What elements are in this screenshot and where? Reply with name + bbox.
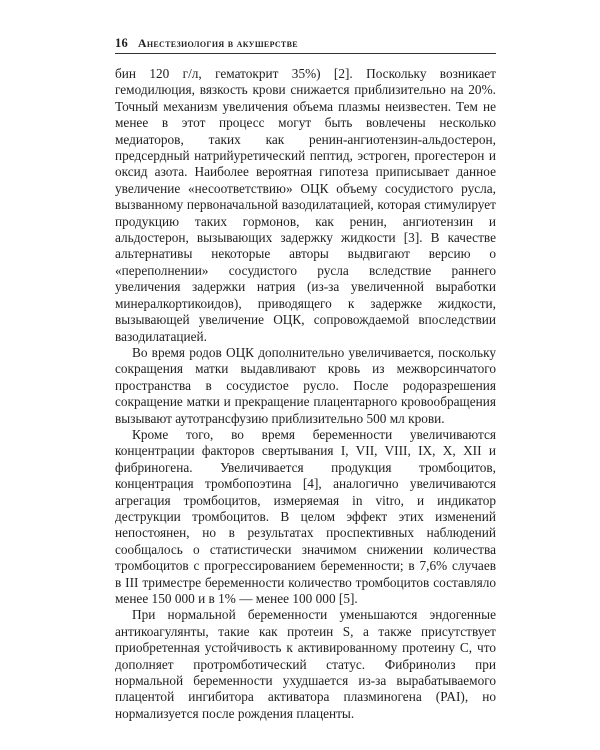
running-header-title: Анестезиология в акушерстве [137, 36, 298, 50]
paragraph: Кроме того, во время беременности увеличиваются концентрации факторов свертывания I, VII, VIII, IX, X, XII и фибриногена. Увеличивается продукция тромбоцитов, концентрация тромбопоэтина [4], аналогично увеличиваются агрегация тромбоцитов, измеряемая in vitro, и индикатор деструкции тромбоцитов. В целом эффект этих изменений непостоянен, но в результатах проспективных наблюдений сообщалось о статистически значимом снижении количества тромбоцитов с прогрессированием беременности; в 7,6% случаев в III триместре беременности количество тромбоцитов составляло менее 150 000 и в 1% — менее 100 000 [5]. [115, 426, 496, 606]
body-text [115, 66, 496, 722]
paragraph: бин 120 г/л, гематокрит 35%) [2]. Поскольку возникает гемодилюция, вязкость крови снижается приблизительно на 20%. Точный механизм увеличения объема плазмы неизвестен. Тем не менее в этот процесс могут быть вовлечены несколько медиаторов, таких как ренин-ангиотензин-альдостерон, предсердный натрийуретический пептид, эстроген, прогестерон и оксид азота. Наиболее вероятная гипотеза приписывает данное увеличение «несоответствию» ОЦК объему сосудистого русла, вызванному первоначальной вазодилатацией, которая стимулирует продукцию таких гормонов, как ренин, ангиотензин и альдостерон, вызывающих задержку жидкости [3]. В качестве альтернативы некоторые авторы выдвигают версию о «переполнении» сосудистого русла вследствие раннего увеличения задержки натрия (из-за увеличенной выработки минералкортикоидов), приводящего к задержке жидкости, вызывающей увеличение ОЦК, сопровождаемой впоследствии вазодилатацией. [115, 66, 496, 344]
page-number: 16 [115, 36, 128, 50]
paragraph: При нормальной беременности уменьшаются эндогенные антикоагулянты, такие как протеин S, а также присутствует приобретенная устойчивость к активированному протеину C, что дополняет протромботический статус. Фибринолиз при нормальной беременности ухудшается из-за вырабатываемого плацентой ингибитора активатора плазминогена (PAI), но нормализуется после рождения плаценты. [115, 607, 496, 721]
paragraph: Во время родов ОЦК дополнительно увеличивается, поскольку сокращения матки выдавливают кровь из межворсинчатого пространства в сосудистое русло. После родоразрешения сокращение матки и прекращение плацентарного кровообращения вызывают аутотрансфузию приблизительно 500 мл крови. [115, 344, 496, 426]
running-header [115, 36, 496, 54]
book-page [115, 36, 496, 722]
